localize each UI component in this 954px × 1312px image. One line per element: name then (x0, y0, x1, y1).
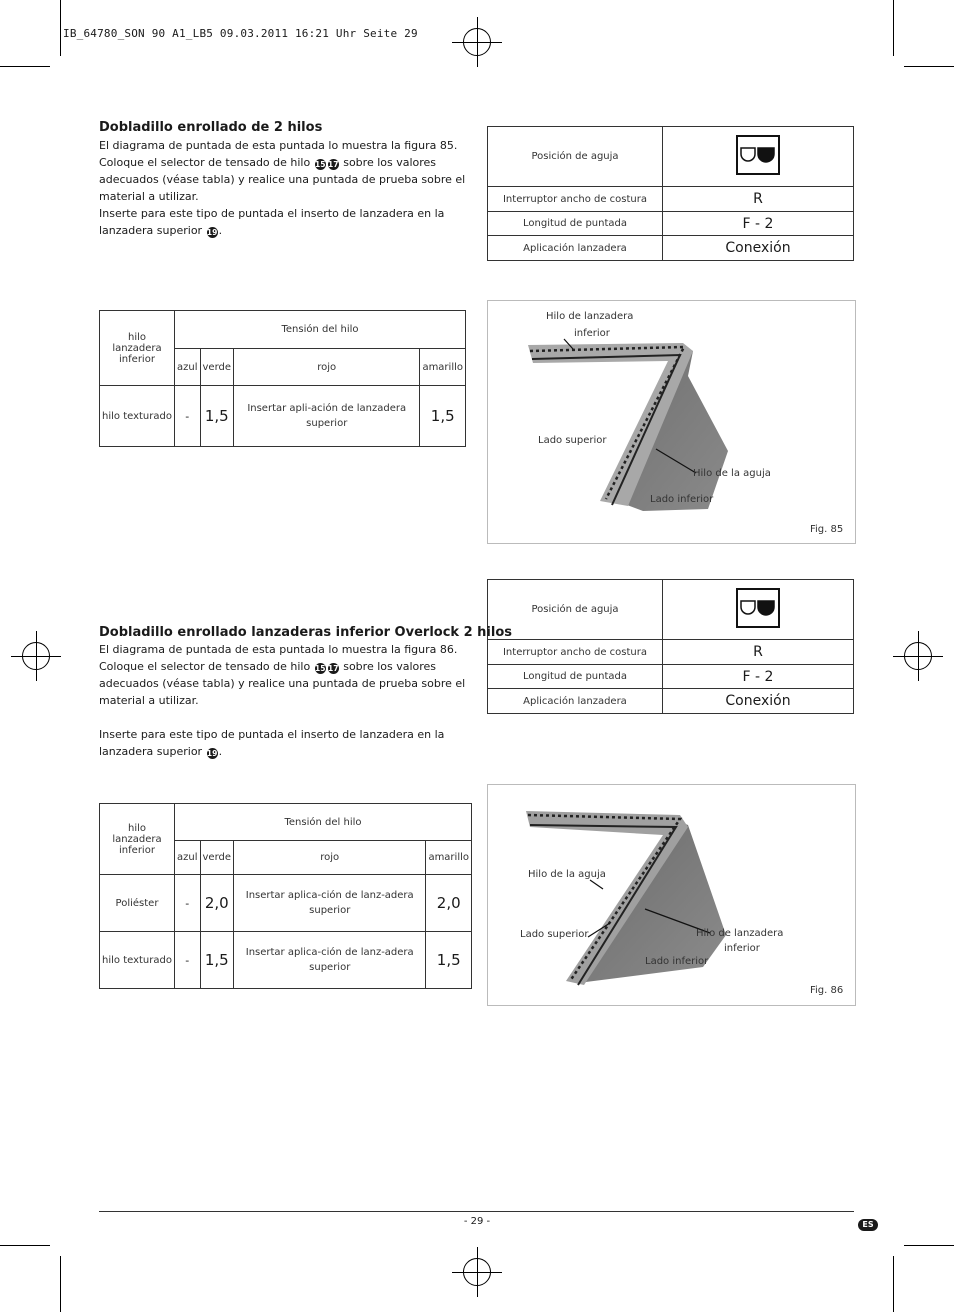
page-number: - 29 - (463, 1216, 491, 1227)
ref-15-icon: 15 (315, 160, 326, 169)
ref-17-icon: 17 (328, 160, 339, 169)
printer-slug: IB_64780_SON 90 A1_LB5 09.03.2011 16:21 Uhr Seite 29 (63, 27, 418, 40)
stitch-diagram-86 (488, 785, 855, 1005)
section2-heading: Dobladillo enrollado lanzaderas inferior Overlock 2 hilos (99, 625, 512, 640)
settings-table-2: Posición de aguja Interruptor ancho de costura R Longitud de puntada F - 2 Aplicación lanzadera Conexión (487, 579, 854, 714)
section1-text: El diagrama de puntada de esta puntada lo muestra la figura 85. Coloque el selector de tensado de hilo 15 17 sobre los valores adecuados (véase tabla) y realice una puntada de prueba sobre el material a utilizar. Inserte para este tipo de puntada el inserto de lanzadera en la lanzadera superior 19. (99, 139, 466, 237)
ref-19-icon: 19 (206, 228, 218, 237)
ref-19-icon: 19 (206, 749, 218, 758)
tension-table-1: hilo lanzadera inferior Tensión del hilo azul verde rojo amarillo hilo texturado - 1,5 Insertar apli-ación de lanzadera superior 1,5 (99, 310, 466, 447)
footer-rule (99, 1211, 854, 1212)
needle-position-icon (663, 127, 854, 187)
section2-text: El diagrama de puntada de esta puntada lo muestra la figura 86. Coloque el selector de tensado de hilo 15 17 sobre los valores adecuados (véase tabla) y realice una puntada de prueba sobre el material a utilizar. Inserte para este tipo de puntada el inserto de lanzadera en la lanzadera superior 19. (99, 643, 466, 758)
figure-85: Hilo de lanzadera inferior Lado superior Hilo de la aguja Lado inferior Fig. 85 (487, 300, 856, 544)
ref-15-icon: 15 (315, 664, 326, 673)
ref-17-icon: 17 (328, 664, 339, 673)
figure-85-caption: Fig. 85 (810, 524, 844, 535)
tension-table-2: hilo lanzadera inferior Tensión del hilo azul verde rojo amarillo Poliéster - 2,0 Insertar aplica-ción de lanz-adera superior 2,0 hilo texturado - 1,5 Insertar aplica-ción de lanz-adera superior 1,5 (99, 803, 472, 989)
figure-86-caption: Fig. 86 (810, 985, 844, 996)
figure-86: Hilo de la aguja Lado superior Hilo de lanzadera inferior Lado inferior Fig. 86 (487, 784, 856, 1006)
language-badge: ES (858, 1219, 878, 1231)
needle-position-icon (663, 580, 854, 640)
section1-heading: Dobladillo enrollado de 2 hilos (99, 120, 323, 135)
settings-table-1: Posición de aguja Interruptor ancho de costura R Longitud de puntada F - 2 Aplicación lanzadera Conexión (487, 126, 854, 261)
